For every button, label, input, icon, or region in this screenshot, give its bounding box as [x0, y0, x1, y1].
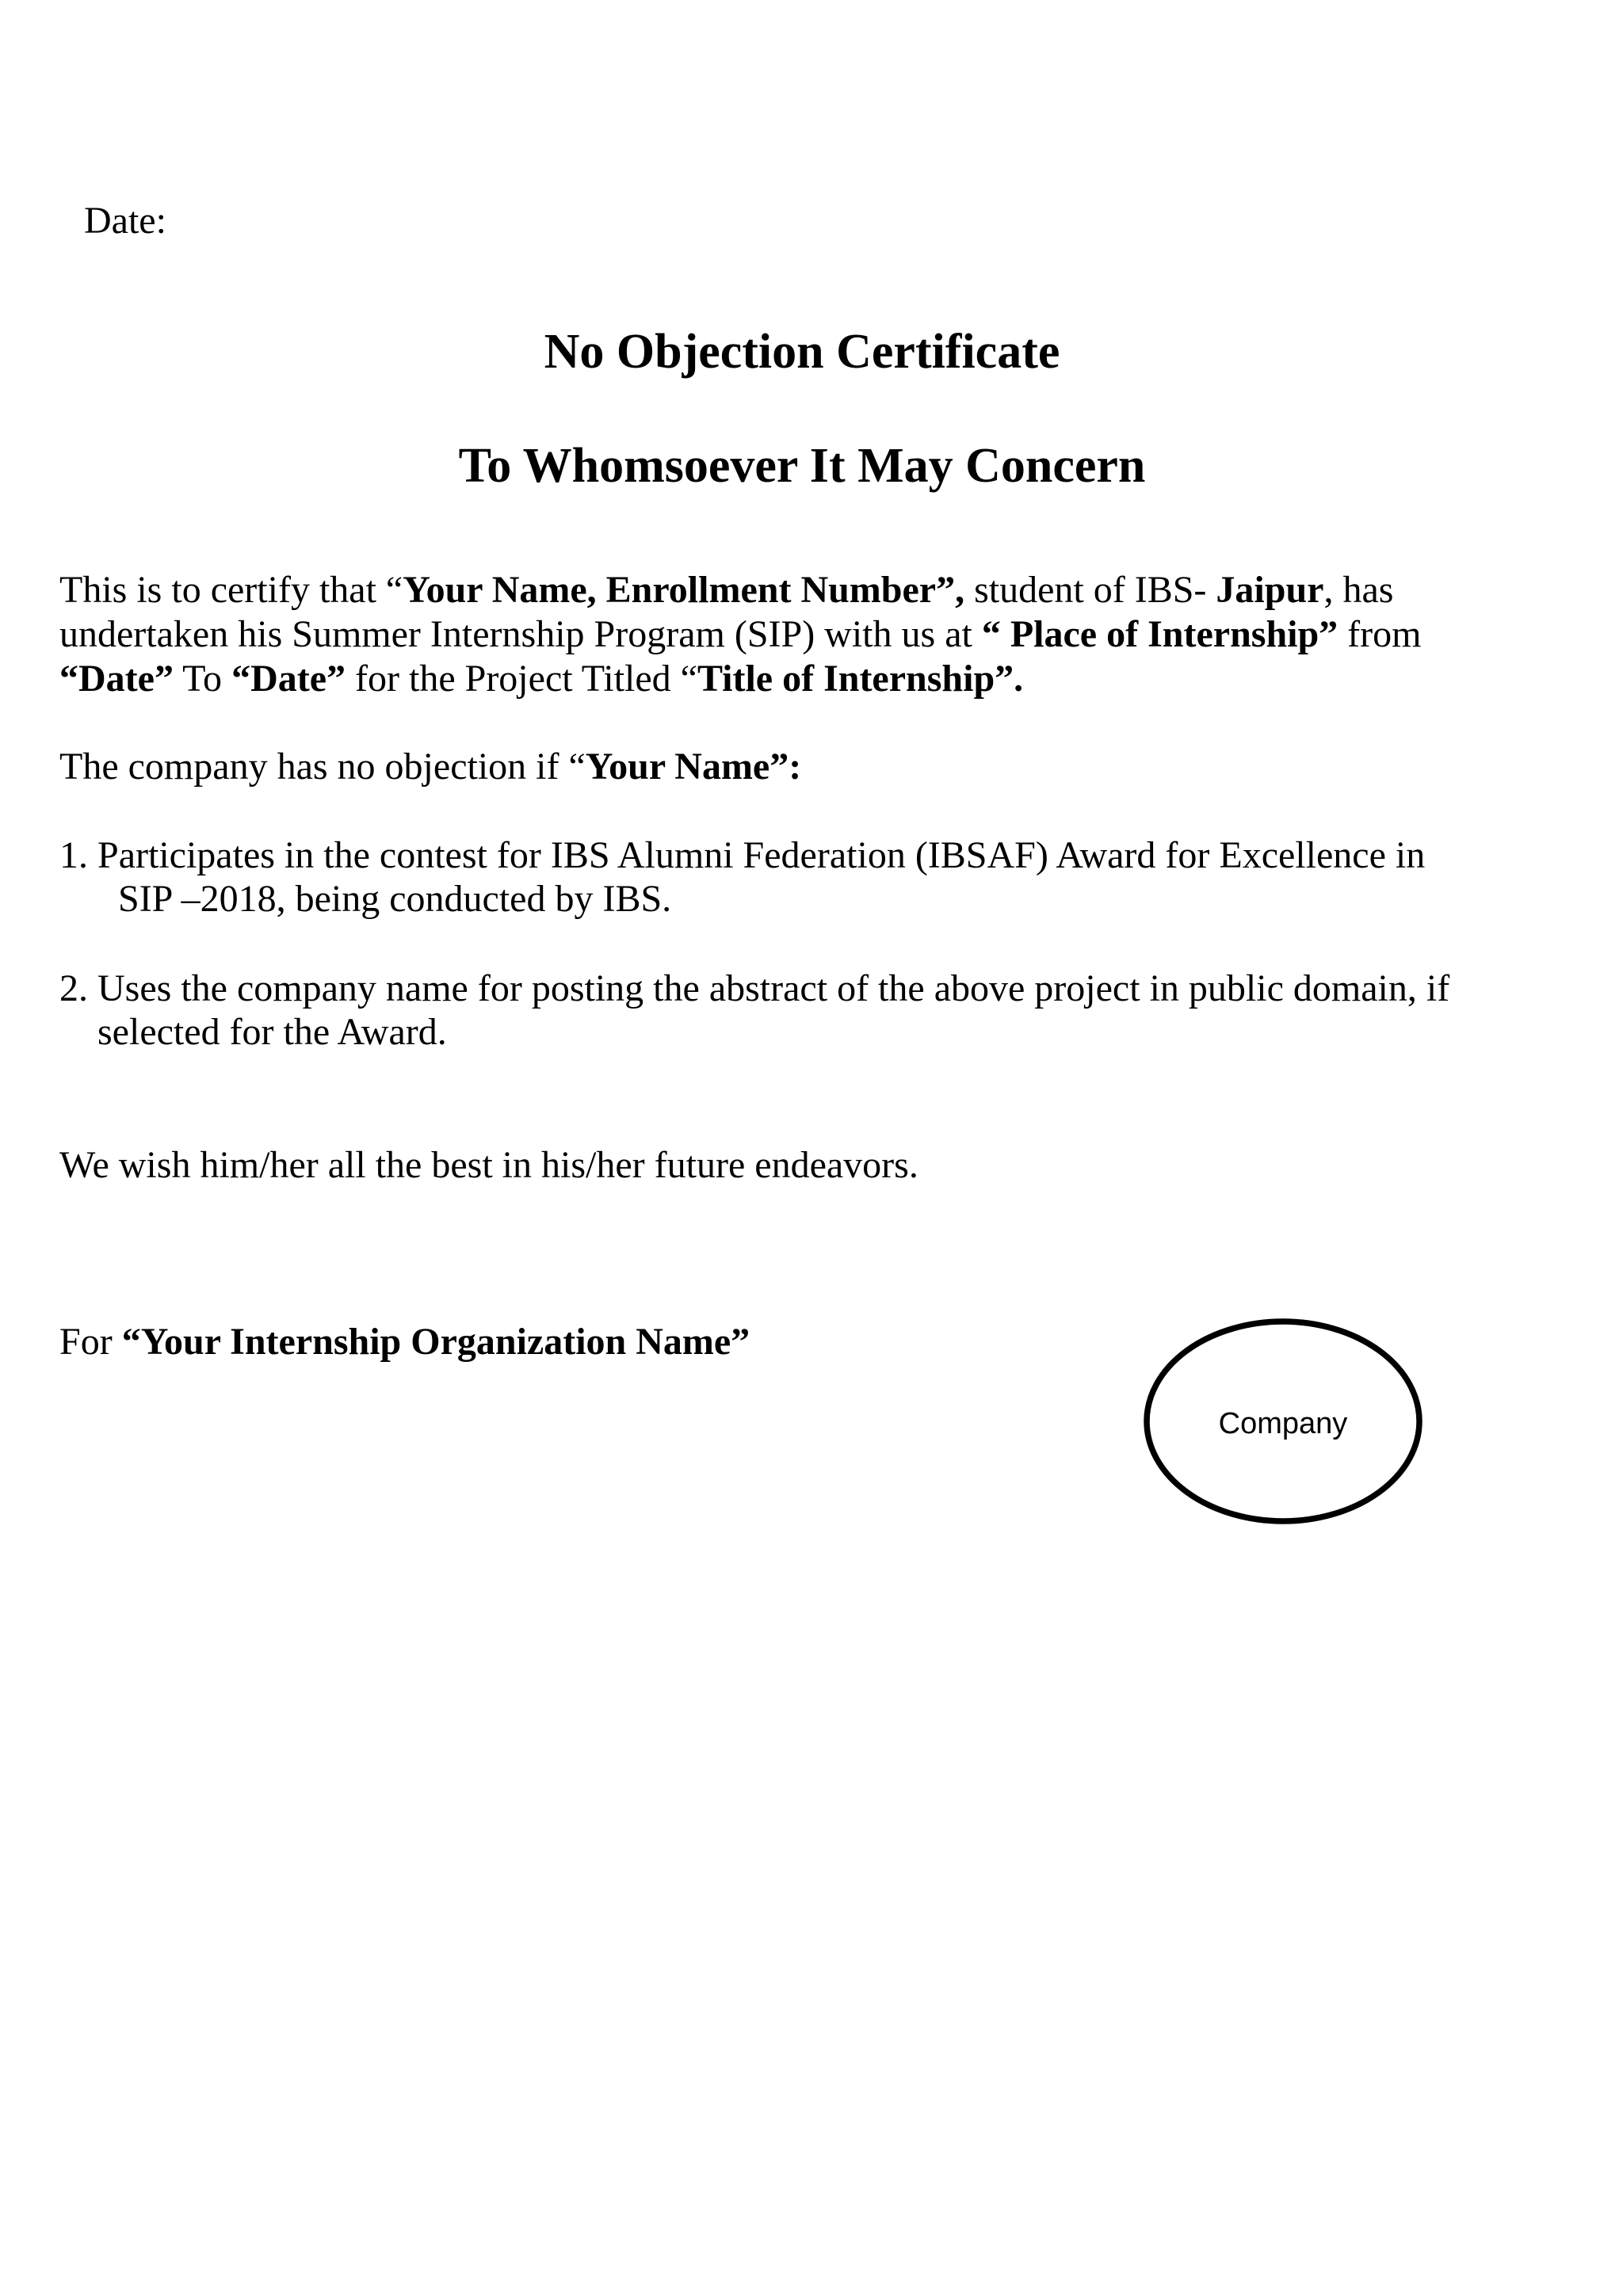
organization-name-placeholder: “Your Internship Organization Name”: [121, 1321, 750, 1363]
student-name-placeholder: Your Name”:: [585, 746, 802, 788]
text-segment: , has: [1323, 569, 1394, 611]
closing-wish: We wish him/her all the best in his/her future endeavors.: [59, 1144, 918, 1186]
text-segment: The company has no objection if “: [59, 746, 586, 788]
condition-line: SIP –2018, being conducted by IBS.: [118, 878, 672, 920]
text-segment: For: [59, 1321, 122, 1363]
no-objection-intro: [59, 745, 801, 789]
end-date-placeholder: “Date”: [231, 658, 346, 700]
certification-line: [59, 612, 1421, 657]
student-name-placeholder: Your Name, Enrollment Number”,: [403, 569, 965, 611]
condition-line: Uses the company name for posting the abstract of the above project in public domain, if: [97, 967, 1450, 1009]
list-number: 2.: [59, 967, 88, 1009]
stamp-label: Company: [1218, 1407, 1348, 1440]
date-label: Date:: [84, 200, 166, 242]
text-segment: from: [1338, 613, 1422, 655]
certification-line: [59, 657, 1023, 701]
text-segment: student of IBS-: [964, 569, 1216, 611]
text-segment: undertaken his Summer Internship Program (SIP) with us at: [59, 613, 982, 655]
start-date-placeholder: “Date”: [59, 658, 174, 700]
certificate-title: No Objection Certificate: [544, 325, 1060, 379]
text-segment: This is to certify that “: [59, 569, 403, 611]
signatory-line: [59, 1320, 750, 1364]
internship-place-placeholder: “ Place of Internship”: [981, 613, 1338, 655]
text-segment: To: [173, 658, 232, 700]
company-stamp: [1140, 1315, 1426, 1527]
project-title-placeholder: Title of Internship”.: [697, 658, 1024, 700]
certification-line: [59, 568, 1393, 612]
text-segment: for the Project Titled “: [346, 658, 697, 700]
certificate-salutation: To Whomsoever It May Concern: [458, 439, 1146, 493]
condition-line: selected for the Award.: [97, 1011, 447, 1053]
condition-line: Participates in the contest for IBS Alumni Federation (IBSAF) Award for Excellence in: [97, 834, 1426, 876]
campus-name: Jaipur: [1216, 569, 1324, 611]
list-number: 1.: [59, 834, 88, 876]
